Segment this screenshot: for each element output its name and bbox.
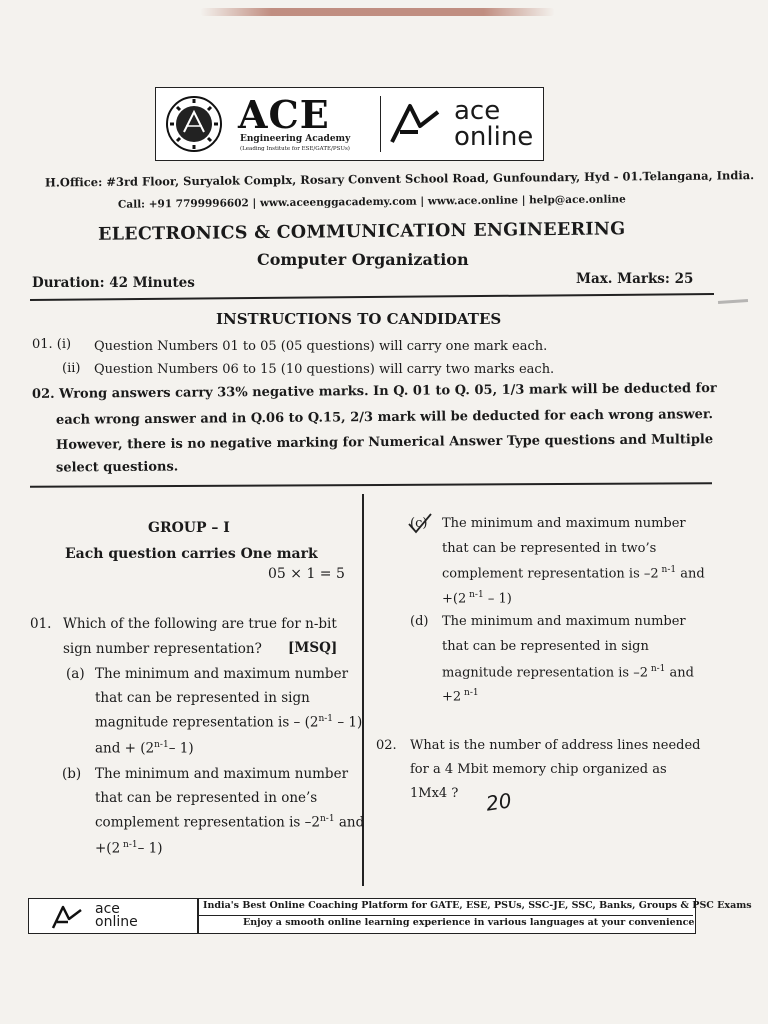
ace-logo-subtitle: Engineering Academy [240, 134, 351, 144]
q1-b3-exponent: n-1 [320, 814, 335, 824]
instruction-3-line-2: each wrong answer and in Q.06 to Q.15, 2/3 mark will be deducted for each wrong answer. [55, 407, 714, 428]
q1-line-1: Which of the following are true for n-bit [63, 616, 337, 632]
q1-c3-text: complement representation is –2 [442, 566, 659, 582]
q1-line-2: sign number representation? [63, 641, 262, 657]
q1-a4-text: and + (2 [95, 740, 155, 757]
instruction-2-number: (ii) [62, 361, 81, 376]
q1-option-c-label [410, 516, 427, 532]
q1-a3-text: magnitude representation is – (2 [95, 714, 319, 731]
group-subtitle: Each question carries One mark [65, 546, 318, 562]
ace-online-mark-icon [51, 904, 85, 930]
q1-b4-text: +(2 [95, 840, 121, 857]
q1-option-b-line-2: that can be represented in one’s [95, 790, 318, 806]
ace-online-word-2: online [454, 122, 534, 152]
q1-option-a-line-1: The minimum and maximum number [95, 666, 349, 682]
q1-option-a-line-2: that can be represented in sign [95, 690, 310, 706]
instruction-3-line-1: 02. Wrong answers carry 33% negative marks. In Q. 01 to Q. 05, 1/3 mark will be deducted for [31, 381, 717, 402]
q1-d3-text: magnitude representation is –2 [442, 665, 648, 681]
q1-option-c-line-1: The minimum and maximum number [442, 516, 686, 531]
footer-logo-word-2: online [95, 914, 138, 930]
q1-c3-exponent: n-1 [658, 565, 677, 575]
header-rule [30, 293, 714, 300]
exam-duration: Duration: 42 Minutes [32, 275, 195, 291]
ace-logo-text: ACE [238, 92, 330, 137]
q1-c4-end: – 1) [483, 591, 512, 607]
q1-c4-exponent: n-1 [466, 590, 484, 600]
q1-a4-end: – 1) [168, 740, 194, 757]
q1-a3-end: – 1) [333, 714, 363, 731]
q1-d4-exponent: n-1 [461, 688, 479, 698]
instruction-1-text: Question Numbers 01 to 05 (05 questions) will carry one mark each. [94, 339, 548, 354]
group-marks: 05 × 1 = 5 [268, 566, 345, 582]
q1-option-b-line-3 [95, 814, 364, 831]
q1-option-d-line-1: The minimum and maximum number [442, 614, 686, 629]
q1-option-d-line-3 [442, 664, 694, 681]
ace-online-word-1: ace [454, 96, 501, 126]
q2-line-3: 1Mx4 ? [410, 786, 459, 801]
q1-option-c-line-2: that can be represented in two’s [442, 541, 657, 556]
footer-tagline-2: Enjoy a smooth online learning experience in various languages at your convenience [243, 917, 695, 928]
section-rule [30, 482, 712, 487]
ace-online-mark-icon [388, 100, 444, 146]
footer-banner [28, 898, 752, 934]
q1-msq-tag: [MSQ] [288, 640, 338, 656]
q1-option-c-line-3 [442, 565, 705, 582]
q1-option-a-line-4 [95, 740, 194, 757]
q1-b3-text: complement representation is –2 [95, 814, 320, 831]
exam-subject-title: Computer Organization [257, 250, 469, 269]
q1-option-a-label: (a) [66, 666, 85, 682]
q1-d4-text: +2 [442, 689, 462, 705]
instruction-3-line-3: However, there is no negative marking for Numerical Answer Type questions and Multiple [55, 432, 714, 453]
q1-option-d-line-4 [442, 688, 479, 705]
scan-smudge [200, 8, 555, 16]
q1-number: 01. [30, 616, 52, 632]
q1-b3-end: and [334, 814, 365, 831]
logo-divider [380, 96, 381, 152]
q1-b4-end: – 1) [137, 840, 163, 857]
q2-line-1: What is the number of address lines needed [410, 738, 701, 753]
q1-a3-exponent: n-1 [318, 714, 334, 724]
q1-c-label-text: (c) [410, 516, 428, 531]
exam-max-marks: Max. Marks: 25 [576, 271, 694, 287]
q1-option-d-label: (d) [410, 614, 429, 629]
q1-option-a-line-3 [95, 714, 362, 731]
instructions-heading: INSTRUCTIONS TO CANDIDATES [216, 310, 502, 328]
exam-branch-title: ELECTRONICS & COMMUNICATION ENGINEERING [97, 219, 626, 245]
q1-c3-end: and [676, 566, 705, 582]
q1-a4-exponent: n-1 [154, 740, 169, 750]
footer-divider [197, 899, 199, 933]
instruction-2-text: Question Numbers 06 to 15 (10 questions) will carry two marks each. [94, 362, 555, 377]
q1-d3-exponent: n-1 [647, 664, 666, 674]
group-title: GROUP – I [148, 520, 230, 536]
q2-line-2: for a 4 Mbit memory chip organized as [410, 762, 667, 777]
academy-logo-banner [155, 87, 544, 161]
footer-logo-word-1: ace [95, 901, 120, 917]
q1-option-d-line-2: that can be represented in sign [442, 639, 649, 654]
instruction-3-line-4: select questions. [55, 459, 179, 476]
footer-mid-rule [199, 915, 693, 916]
scan-mark [718, 299, 748, 304]
q1-option-b-label: (b) [62, 766, 82, 782]
checkmark-icon [406, 512, 434, 536]
q1-b4-exponent: n-1 [120, 840, 138, 850]
q1-d3-end: and [665, 665, 694, 681]
q1-option-c-line-4 [442, 590, 512, 607]
academy-seal-icon [164, 94, 224, 154]
handwritten-answer: 20 [484, 788, 513, 816]
q1-option-b-line-1: The minimum and maximum number [95, 766, 349, 782]
footer-tagline-1: India's Best Online Coaching Platform for GATE, ESE, PSUs, SSC-JE, SSC, Banks, Groups & PSC Exams [203, 900, 752, 911]
q1-c4-text: +(2 [442, 591, 467, 607]
q1-option-b-line-4 [95, 840, 163, 857]
q2-number: 02. [376, 738, 397, 753]
ace-logo-tagline: (Leading Institute for ESE/GATE/PSUs) [240, 146, 350, 152]
contact-line: Call: +91 7799996602 | www.aceenggacademy.com | www.ace.online | help@ace.online [117, 193, 626, 211]
office-address: H.Office: #3rd Floor, Suryalok Complx, Rosary Convent School Road, Gunfoundary, Hyd - 01.Telangana, India. [44, 168, 755, 190]
instruction-1-number: 01. (i) [32, 337, 72, 352]
